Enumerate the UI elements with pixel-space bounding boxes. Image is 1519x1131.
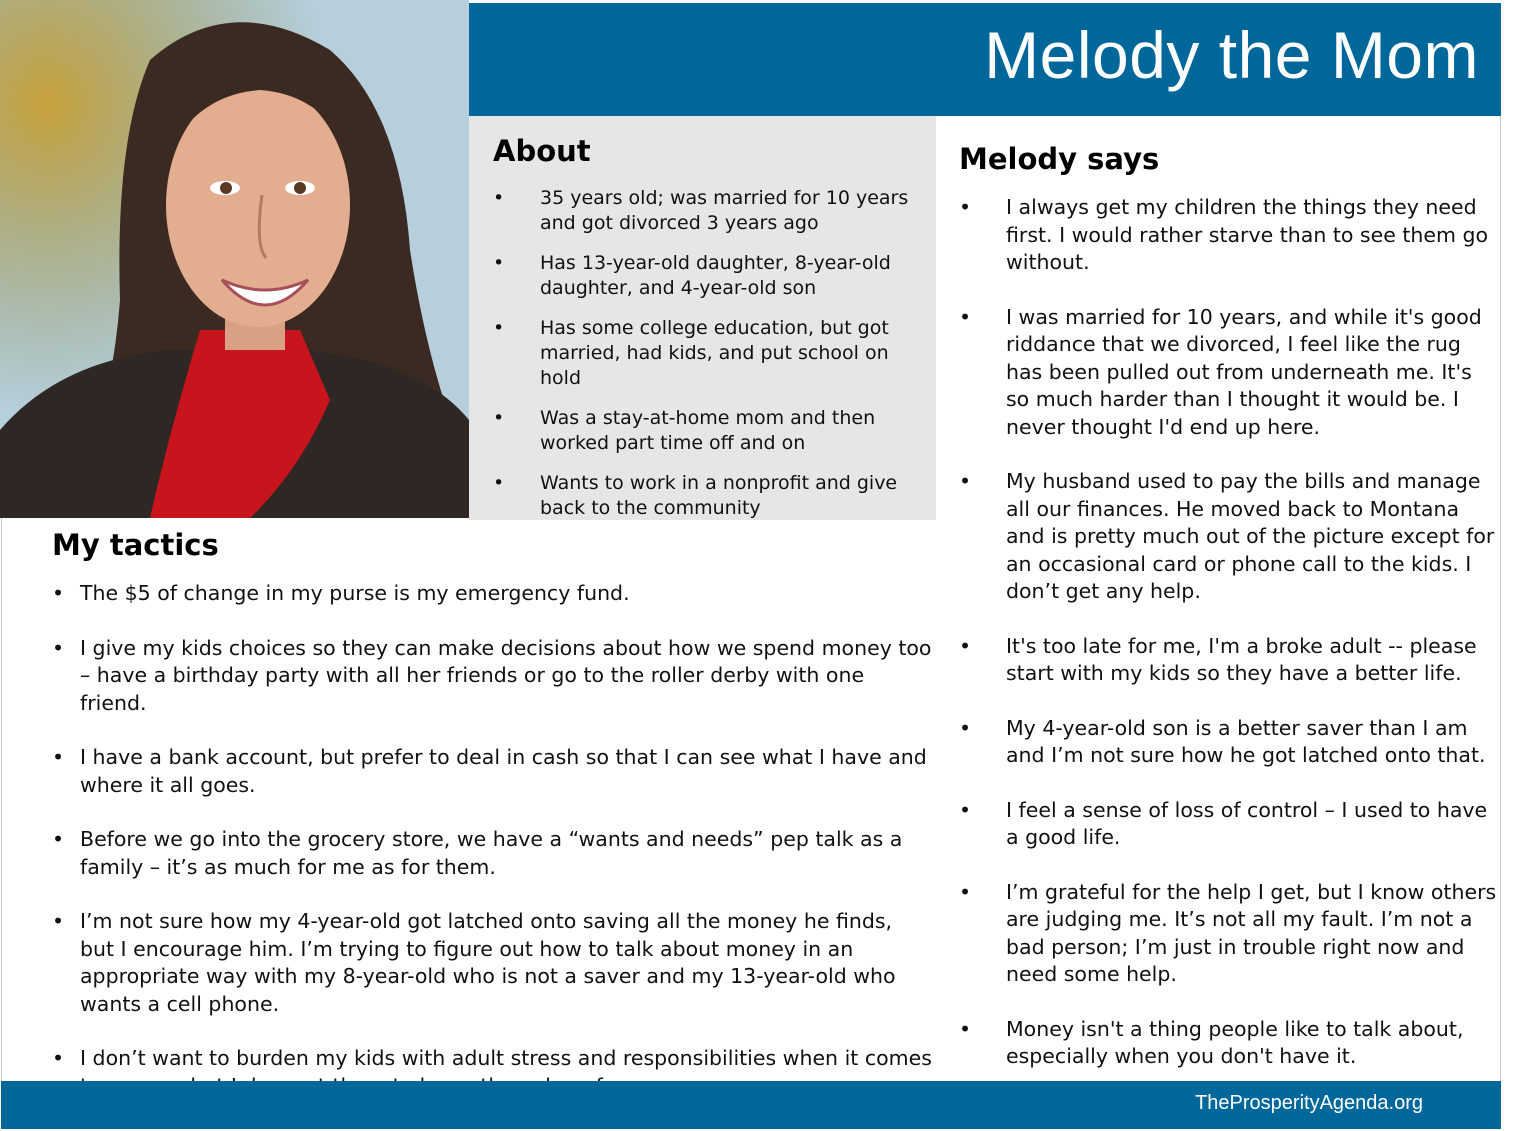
list-item: • Has some college education, but got married, had kids, and put school on hold [493, 317, 889, 389]
bullet-icon: • [493, 407, 505, 429]
bullet-icon: • [493, 472, 505, 494]
list-item: • Was a stay-at-home mom and then worked part time off and on [493, 407, 876, 454]
bullet-icon: • [959, 633, 972, 658]
bullet-icon: • [959, 304, 972, 329]
tactics-section [52, 528, 932, 1127]
bullet-icon: • [52, 827, 65, 851]
list-item: • My husband used to pay the bills and manage all our finances. He moved back to Montana and is pretty much out of the picture except for an occasional card or phone call to the kids. I don’t get any help. [959, 469, 1495, 603]
portrait-photo [0, 0, 469, 518]
list-item: • The $5 of change in my purse is my emergency fund. [52, 580, 932, 608]
bullet-icon: • [959, 469, 972, 493]
about-section [469, 116, 936, 520]
list-item: • Has 13-year-old daughter, 8-year-old daughter, and 4-year-old son [493, 252, 891, 299]
tactics-list [52, 580, 932, 1100]
bullet-icon: • [493, 317, 505, 339]
quotes-list [959, 194, 1499, 1071]
bullet-icon: • [52, 1046, 65, 1070]
about-heading: About [493, 134, 591, 168]
list-item: • 35 years old; was married for 10 years and got divorced 3 years ago [493, 187, 909, 234]
list-item: • My 4-year-old son is a better saver than I am and I’m not sure how he got latched onto that. [959, 715, 1486, 767]
list-item: • I’m grateful for the help I get, but I know others are judging me. It’s not all my fault. I’m not a bad person; I’m just in trouble right now and need some help. [959, 879, 1497, 986]
bullet-icon: • [493, 252, 505, 274]
bullet-icon: • [52, 745, 65, 769]
list-item: • I feel a sense of loss of control – I used to have a good life. [959, 797, 1488, 849]
list-item: • I always get my children the things they need first. I would rather starve than to see them go without. [959, 195, 1489, 274]
portrait-illustration [0, 0, 469, 518]
page-title: Melody the Mom [984, 18, 1479, 92]
bullet-icon: • [959, 1016, 972, 1041]
bullet-icon: • [52, 909, 65, 933]
list-item: • It's too late for me, I'm a broke adult -- please start with my kids so they have a better life. [959, 633, 1477, 685]
title-bar [469, 3, 1501, 116]
bullet-icon: • [959, 195, 972, 219]
tactics-heading: My tactics [52, 528, 219, 562]
bullet-icon: • [959, 797, 972, 822]
list-item: • Before we go into the grocery store, we have a “wants and needs” pep talk as a family – it’s as much for me as for them. [52, 827, 903, 879]
quotes-section [959, 142, 1499, 1098]
bullet-icon: • [52, 581, 65, 605]
list-item: • I give my kids choices so they can make decisions about how we spend money too – have a birthday party with all her friends or go to the roller derby with one friend. [52, 635, 932, 715]
footer-website-link[interactable]: TheProsperityAgenda.org [1195, 1092, 1423, 1114]
bullet-icon: • [959, 715, 972, 740]
bullet-icon: • [52, 635, 65, 660]
list-item: • I’m not sure how my 4-year-old got latched onto saving all the money he finds, but I encourage him. I’m trying to figure out how to talk about money in an appropriate way with my 8-year-old who is not a saver and my 13-year-old who wants a cell phone. [52, 909, 896, 1016]
list-item: • Money isn't a thing people like to talk about, especially when you don't have it. [959, 1016, 1464, 1068]
about-list [493, 186, 922, 521]
bullet-icon: • [959, 879, 972, 904]
list-item: • Wants to work in a nonprofit and give back to the community [493, 472, 898, 519]
list-item: • I was married for 10 years, and while it's good riddance that we divorced, I feel like the rug has been pulled out from underneath me. It's so much harder than I thought it would be. I never thought I'd end up here. [959, 304, 1482, 439]
list-item: • I have a bank account, but prefer to deal in cash so that I can see what I have and where it all goes. [52, 745, 927, 797]
footer-bar [1, 1081, 1501, 1129]
quotes-heading: Melody says [959, 142, 1160, 176]
bullet-icon: • [493, 187, 505, 209]
list-item: • I don’t want to burden my kids with adult stress and responsibilities when it comes [52, 1045, 932, 1100]
